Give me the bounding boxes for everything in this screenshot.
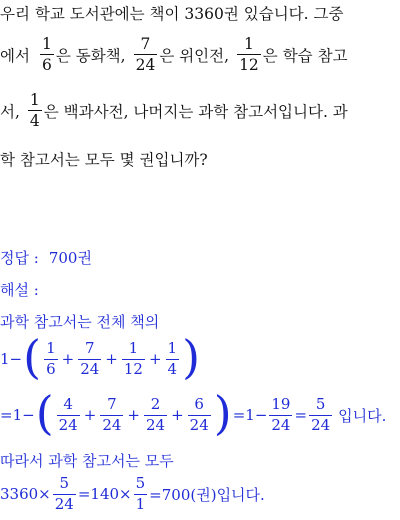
fraction (122, 338, 145, 378)
problem-text: 에서 (0, 46, 30, 65)
fraction (237, 36, 261, 74)
right-paren: ) (213, 386, 232, 440)
numerator: 1 (29, 91, 40, 109)
plus-sign: + (61, 350, 75, 368)
denominator: 24 (102, 415, 122, 434)
denominator: 12 (239, 56, 259, 75)
problem-line-2 (0, 36, 348, 74)
problem-text: 은 백과사전, 나머지는 과학 참고서입니다. 과 (43, 102, 348, 121)
numerator: 5 (59, 474, 70, 492)
numerator: 7 (140, 35, 151, 53)
denominator: 24 (145, 415, 166, 434)
answer-line (0, 247, 92, 268)
fraction (166, 338, 180, 378)
numerator: 1 (46, 338, 56, 357)
equation-text: =140× (77, 485, 132, 504)
denominator: 12 (123, 359, 143, 378)
problem-line-1 (0, 2, 343, 24)
problem-text: 서, (0, 102, 20, 121)
equation-1 (0, 330, 201, 384)
plus-sign: + (171, 406, 184, 424)
fraction (100, 394, 123, 434)
denominator: 4 (167, 359, 178, 378)
fraction (57, 394, 80, 434)
right-paren: ) (182, 330, 201, 384)
denominator: 6 (41, 56, 52, 75)
denominator: 24 (135, 56, 156, 75)
numerator: 1 (167, 338, 178, 357)
fraction (78, 338, 101, 378)
problem-line-3 (0, 92, 348, 130)
denominator: 6 (46, 359, 56, 378)
numerator: 1 (128, 338, 139, 357)
plus-sign: + (105, 350, 118, 368)
problem-line-4 (0, 148, 208, 170)
fraction (269, 394, 292, 434)
denominator: 24 (189, 415, 209, 434)
denominator: 24 (311, 415, 331, 434)
fraction (53, 476, 76, 513)
problem-text: 학 참고서는 모두 몇 권입니까? (0, 151, 208, 169)
fraction (134, 36, 158, 74)
numerator: 4 (63, 394, 73, 413)
left-paren: ( (35, 386, 54, 440)
denominator: 24 (58, 415, 78, 434)
equation-2 (0, 386, 387, 440)
equation-text: 3360× (0, 485, 51, 504)
explanation-label-line (0, 279, 39, 300)
equals-sign: = (294, 406, 308, 424)
equation-text: 1− (0, 350, 23, 368)
numerator: 6 (194, 394, 204, 413)
denominator: 24 (80, 359, 100, 378)
fraction (28, 92, 42, 130)
explanation-label: 해설 : (0, 281, 39, 299)
fraction (309, 394, 332, 434)
denominator: 24 (54, 494, 74, 513)
denominator: 1 (135, 494, 146, 513)
numerator: 5 (315, 394, 326, 413)
equation-3 (0, 476, 265, 513)
numerator: 7 (107, 394, 117, 413)
equation-tail: 입니다. (338, 406, 387, 425)
answer-label: 정답 : (0, 249, 39, 267)
equation-text: =1− (0, 406, 35, 424)
problem-text: 은 동화책, (55, 46, 126, 65)
denominator: 4 (29, 112, 40, 131)
problem-text: 우리 학교 도서관에는 책이 3360권 있습니다. 그중 (0, 5, 344, 23)
fraction (44, 338, 58, 378)
explanation-text: 따라서 과학 참고서는 모두 (0, 452, 174, 470)
fraction (188, 394, 211, 434)
problem-text: 은 학습 참고 (262, 46, 348, 65)
equation-text: =1− (232, 406, 268, 424)
plus-sign: + (127, 406, 140, 424)
explanation-text: 과학 참고서는 전체 책의 (0, 313, 160, 331)
numerator: 19 (271, 394, 291, 413)
problem-text: 은 위인전, (159, 46, 230, 65)
numerator: 1 (243, 35, 254, 53)
answer-value: 700권 (48, 249, 92, 267)
left-paren: ( (23, 330, 42, 384)
numerator: 7 (84, 338, 95, 357)
numerator: 5 (135, 474, 146, 492)
numerator: 1 (41, 35, 52, 53)
fraction (40, 36, 54, 74)
plus-sign: + (148, 350, 162, 368)
explanation-line-1 (0, 311, 159, 332)
plus-sign: + (83, 406, 97, 424)
fraction (144, 394, 167, 434)
fraction (134, 476, 148, 513)
numerator: 2 (150, 394, 161, 413)
denominator: 24 (271, 415, 291, 434)
explanation-line-2 (0, 450, 174, 471)
equation-tail: =700(권)입니다. (149, 485, 265, 504)
